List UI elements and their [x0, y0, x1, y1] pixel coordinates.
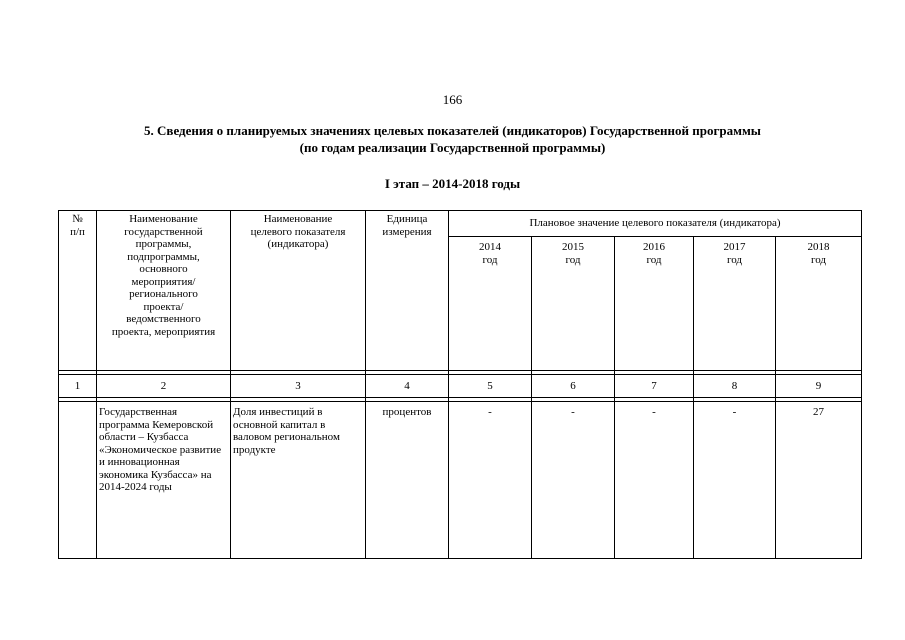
column-number: 9	[776, 375, 862, 398]
indicators-table	[58, 210, 862, 559]
row-value-2014: -	[449, 402, 532, 559]
header-indicator: Наименование целевого показателя (индикатора)	[231, 211, 366, 371]
header-unit: Единица измерения	[366, 211, 449, 371]
table-row	[59, 402, 862, 559]
column-number: 4	[366, 375, 449, 398]
column-number-row	[59, 375, 862, 398]
row-value-2016: -	[615, 402, 694, 559]
row-value-2017: -	[694, 402, 776, 559]
row-unit: процентов	[366, 402, 449, 559]
header-year-2017: 2017 год	[694, 237, 776, 371]
stage-heading: I этап – 2014-2018 годы	[384, 176, 521, 191]
column-number: 5	[449, 375, 532, 398]
row-value-2015: -	[532, 402, 615, 559]
row-indicator: Доля инвестиций в основной капитал в валовом региональном продукте	[231, 402, 366, 559]
document-title	[0, 122, 905, 156]
row-program: Государственная программа Кемеровской области – Кузбасса «Экономическое развитие и инновационная экономика Кузбасса» на 2014-2024 годы	[97, 402, 231, 559]
column-number: 1	[59, 375, 97, 398]
column-number: 8	[694, 375, 776, 398]
title-line-1: 5. Сведения о планируемых значениях целевых показателей (индикаторов) Государственной программы	[144, 123, 761, 138]
column-number: 7	[615, 375, 694, 398]
row-num	[59, 402, 97, 559]
page-number: 166	[442, 92, 463, 107]
header-year-2016: 2016 год	[615, 237, 694, 371]
title-line-2: (по годам реализации Государственной программы)	[299, 140, 606, 155]
header-planned-value: Плановое значение целевого показателя (индикатора)	[449, 211, 862, 237]
header-program: Наименование государственной программы, подпрограммы, основного мероприятия/ регионального проекта/ ведомственного проекта, мероприятия	[97, 211, 231, 371]
header-year-2018: 2018 год	[776, 237, 862, 371]
header-year-2015: 2015 год	[532, 237, 615, 371]
row-value-2018: 27	[776, 402, 862, 559]
column-number: 6	[532, 375, 615, 398]
header-num: № п/п	[59, 211, 97, 371]
header-row	[59, 211, 862, 237]
column-number: 2	[97, 375, 231, 398]
column-number: 3	[231, 375, 366, 398]
header-year-2014: 2014 год	[449, 237, 532, 371]
